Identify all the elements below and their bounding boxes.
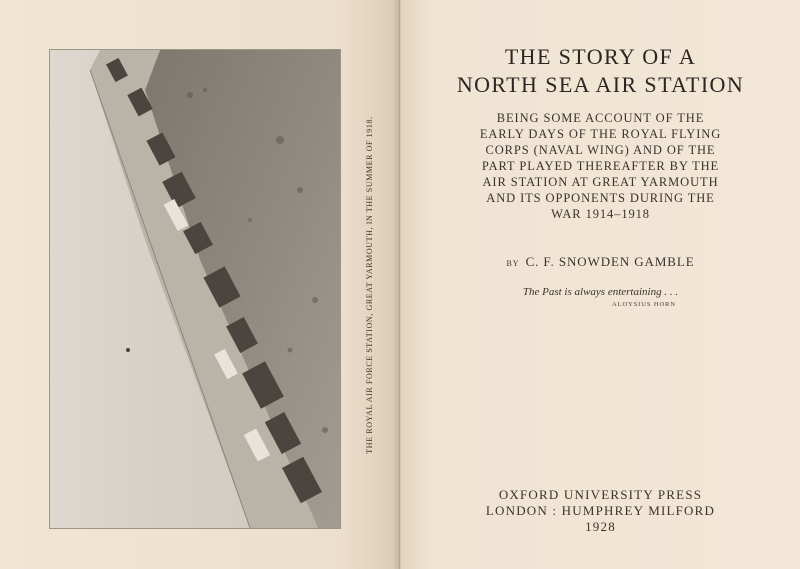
epigraph-text: The Past is always entertaining . . .	[522, 286, 679, 298]
book-title-line-1: THE STORY OF A	[504, 44, 697, 69]
subtitle-line: BEING SOME ACCOUNT OF THE	[496, 111, 705, 125]
plate-caption	[353, 85, 374, 485]
book-subtitle	[401, 110, 800, 222]
subtitle-line: PART PLAYED THEREAFTER BY THE	[481, 159, 720, 173]
byline-prefix: BY	[506, 259, 520, 268]
subtitle-line: CORPS (NAVAL WING) AND OF THE	[485, 143, 716, 157]
epigraph-attribution: ALOYSIUS HORN	[612, 301, 676, 308]
aerial-photograph	[50, 50, 340, 528]
epigraph	[401, 286, 800, 298]
subtitle-line: EARLY DAYS OF THE ROYAL FLYING	[479, 127, 722, 141]
subtitle-line: AND ITS OPPONENTS DURING THE	[486, 191, 715, 205]
publication-year: 1928	[585, 519, 616, 534]
aerial-photograph-image	[50, 50, 340, 528]
book-title-line-2: NORTH SEA AIR STATION	[456, 72, 745, 97]
author-name: C. F. SNOWDEN GAMBLE	[525, 254, 695, 269]
publisher-imprint	[401, 487, 800, 535]
subtitle-line: WAR 1914–1918	[551, 207, 650, 221]
plate-caption-text: THE ROYAL AIR FORCE STATION, GREAT YARMOUTH, IN THE SUMMER OF 1918.	[365, 116, 374, 454]
publisher-name: OXFORD UNIVERSITY PRESS	[498, 487, 703, 502]
publisher-location: LONDON : HUMPHREY MILFORD	[485, 503, 716, 518]
author-byline	[401, 254, 800, 270]
subtitle-line: AIR STATION AT GREAT YARMOUTH	[482, 175, 719, 189]
book-title	[401, 43, 800, 99]
